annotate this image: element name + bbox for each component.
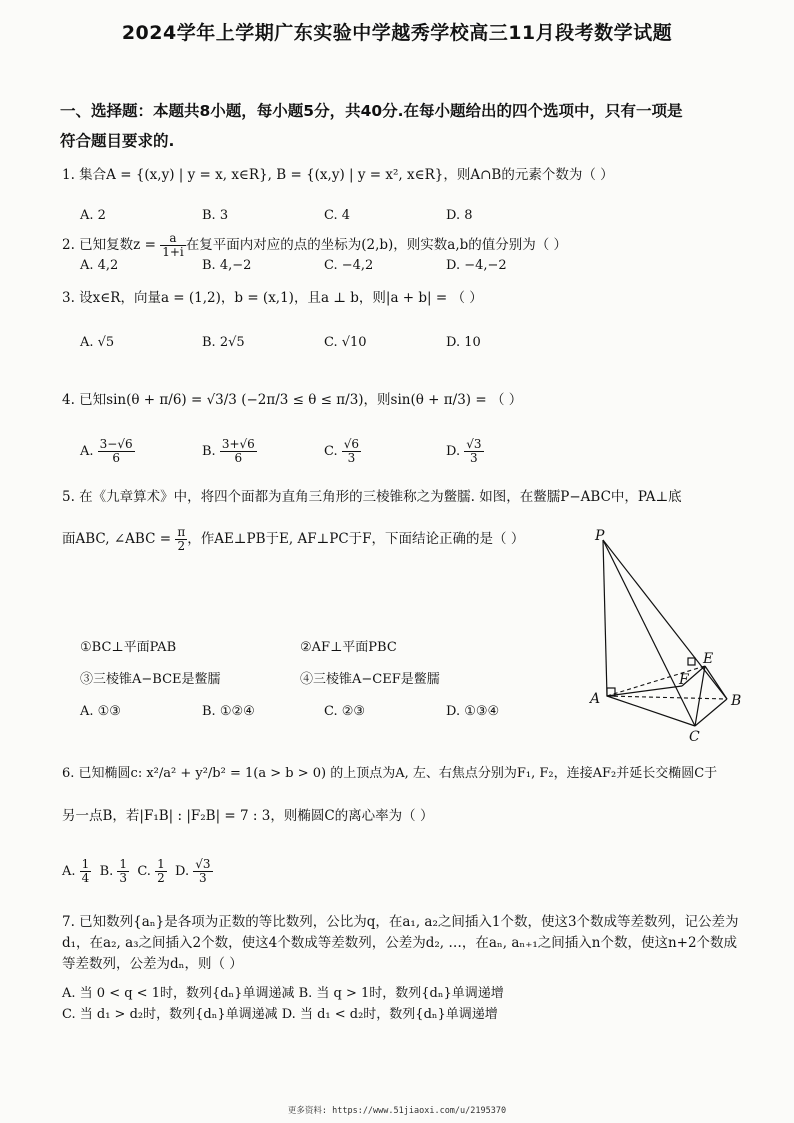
q4-a-letter: A. — [80, 444, 94, 459]
q2-fraction — [160, 232, 186, 259]
q2-stem-pre: 2. 已知复数z = — [62, 237, 161, 253]
q5-line2-post: ，作AE⊥PB于E, AF⊥PC于F，下面结论正确的是（ ） — [187, 531, 525, 547]
label-a: A — [590, 691, 601, 707]
edge-pc — [603, 540, 695, 726]
q4-b-den: 6 — [234, 451, 243, 465]
exam-title: 2024学年上学期广东实验中学越秀学校高三11月段考数学试题 — [121, 22, 673, 44]
question-5-options — [80, 704, 568, 719]
q5-frac-den: 2 — [177, 539, 186, 553]
edge-ae-hidden — [607, 666, 705, 696]
q5-statement-3: ③三棱锥A−BCE是鳖臑 — [80, 672, 221, 687]
q2-option-b: B. 4,−2 — [202, 258, 252, 273]
q6-a-den: 4 — [81, 871, 90, 885]
q5-option-a: A. ①③ — [80, 704, 121, 719]
label-c: C — [689, 729, 700, 743]
edge-eb — [705, 666, 727, 699]
question-1-options — [80, 208, 568, 223]
edge-pa — [603, 540, 607, 696]
question-4-options — [80, 438, 568, 465]
q5-statement-2: ②AF⊥平面PBC — [300, 640, 397, 655]
q4-option-a — [80, 438, 202, 465]
edge-ce — [695, 666, 705, 726]
q4-b-num: 3+√6 — [221, 437, 255, 451]
q4-b-letter: B. — [202, 444, 216, 459]
q4-option-b — [202, 438, 324, 465]
q5-line2-pre: 面ABC, ∠ABC = — [62, 531, 176, 547]
edge-pb — [603, 540, 727, 699]
q5-fraction — [175, 526, 187, 553]
q1-option-d: D. 8 — [446, 208, 473, 223]
q3-option-d: D. 10 — [446, 335, 481, 350]
q5-statement-1: ①BC⊥平面PAB — [80, 640, 177, 655]
q6-c-den: 2 — [157, 871, 165, 885]
q7-options-ab: A. 当 0 < q < 1时，数列{dₙ}单调递减 B. 当 q > 1时，数列{dₙ}单调递增 — [62, 986, 504, 1001]
question-5-line-1: 5. 在《九章算术》中，将四个面都为直角三角形的三棱锥称之为鳖臑. 如图，在鳖臑P−ABC中，PA⊥底 — [62, 489, 682, 505]
q1-option-b: B. 3 — [202, 208, 229, 223]
q1-option-c: C. 4 — [324, 208, 351, 223]
q4-d-letter: D. — [446, 444, 461, 459]
section-line-2: 符合题目要求的. — [60, 132, 175, 150]
q6-b-num: 1 — [119, 857, 128, 871]
question-2-options — [80, 258, 568, 273]
edge-bc — [695, 699, 727, 726]
q6-c-letter: C. — [137, 864, 151, 879]
q4-a-num: 3−√6 — [99, 437, 133, 451]
q6-option-a — [62, 857, 91, 885]
page-footer: 更多资料: https://www.51jiaoxi.com/u/2195370 — [287, 1106, 507, 1116]
q2-option-d: D. −4,−2 — [446, 258, 507, 273]
q6-a-num: 1 — [81, 857, 90, 871]
q4-option-c — [324, 438, 446, 465]
question-3-options — [80, 335, 568, 350]
q2-frac-den: 1+i — [162, 245, 184, 259]
q6-c-num: 1 — [157, 857, 165, 871]
q6-d-den: 3 — [199, 871, 207, 885]
q6-option-d — [174, 857, 213, 885]
q3-option-c: C. √10 — [324, 335, 367, 350]
q2-option-a: A. 4,2 — [80, 258, 119, 273]
question-6-line-1: 6. 已知椭圆c: x²/a² + y²/b² = 1(a > b > 0) 的上顶点为A, 左、右焦点分别为F₁, F₂，连接AF₂并延长交椭圆C于 — [62, 766, 718, 781]
q6-b-den: 3 — [119, 871, 128, 885]
label-f: F — [679, 672, 689, 688]
q6-option-b — [99, 857, 129, 885]
q2-option-c: C. −4,2 — [324, 258, 374, 273]
q4-option-d — [446, 438, 568, 465]
section-header — [60, 96, 740, 156]
question-3-stem: 3. 设x∈R，向量a = (1,2)，b = (x,1)，且a ⊥ b，则|a + b| = （ ） — [62, 290, 483, 306]
q5-statement-4: ④三棱锥A−CEF是鳖臑 — [300, 672, 440, 687]
q6-a-letter: A. — [62, 864, 76, 879]
question-1-stem: 1. 集合A = {(x,y) | y = x, x∈R}, B = {(x,y) | y = x², x∈R}，则A∩B的元素个数为（ ） — [62, 167, 614, 183]
q4-d-num: √3 — [466, 437, 482, 451]
label-e: E — [703, 651, 714, 667]
question-6-options — [62, 858, 213, 885]
label-b: B — [731, 693, 742, 709]
q3-option-b: B. 2√5 — [202, 335, 245, 350]
label-p: P — [595, 528, 605, 544]
q2-stem-post: 在复平面内对应的点的坐标为(2,b)，则实数a,b的值分别为（ ） — [185, 237, 568, 253]
edge-ab-hidden — [607, 696, 727, 699]
q4-c-num: √6 — [343, 437, 360, 451]
q4-a-den: 6 — [112, 451, 120, 465]
q4-d-den: 3 — [470, 451, 478, 465]
q1-option-a: A. 2 — [80, 208, 106, 223]
section-line-1: 一、选择题：本题共8小题，每小题5分，共40分.在每小题给出的四个选项中，只有一项是 — [60, 102, 683, 120]
q5-frac-num: π — [177, 525, 186, 539]
tetrahedron-figure — [585, 528, 775, 743]
q2-frac-num: a — [160, 232, 186, 246]
q4-c-letter: C. — [324, 444, 338, 459]
q5-option-d: D. ①③④ — [446, 704, 500, 719]
edge-af — [607, 686, 682, 696]
q5-option-c: C. ②③ — [324, 704, 366, 719]
q6-option-c — [137, 857, 166, 885]
q4-c-den: 3 — [347, 451, 356, 465]
q6-d-letter: D. — [174, 864, 190, 879]
q5-option-b: B. ①②④ — [202, 704, 255, 719]
q6-d-num: √3 — [195, 857, 211, 871]
q7-options-cd: C. 当 d₁ > d₂时，数列{dₙ}单调递减 D. 当 d₁ < d₂时，数列{dₙ}单调递增 — [62, 1007, 498, 1022]
right-angle-e — [688, 658, 695, 665]
question-7-stem: 7. 已知数列{aₙ}是各项为正数的等比数列，公比为q，在a₁, a₂之间插入1个数，使这3个数成等差数列，记公差为d₁，在a₂, a₃之间插入2个数，使这4个数成等差数列，公差为d₂, …，在aₙ, aₙ₊₁之间插入n个数，使这n+2个数成等差数列，公差为dₙ，则（ ） — [62, 914, 739, 972]
question-6-line-2: 另一点B，若|F₁B| : |F₂B| = 7 : 3，则椭圆C的离心率为（ ） — [62, 808, 434, 824]
q3-option-a: A. √5 — [80, 335, 115, 350]
question-2-stem — [62, 232, 742, 259]
q6-b-letter: B. — [99, 864, 114, 879]
question-4-stem: 4. 已知sin(θ + π/6) = √3/3 (−2π/3 ≤ θ ≤ π/3)，则sin(θ + π/3) = （ ） — [62, 392, 523, 408]
